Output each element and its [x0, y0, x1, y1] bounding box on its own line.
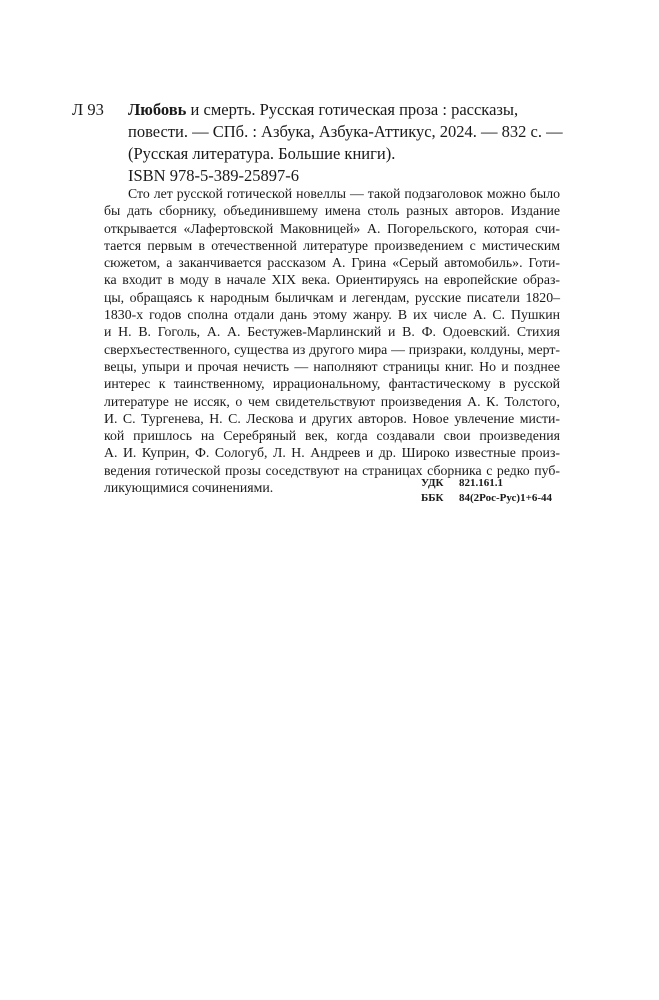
heading-line-2: повести. — СПб. : Азбука, Азбука-Аттикус, 2024. — 832 с. —: [128, 122, 563, 141]
heading-line-1: [128, 99, 558, 121]
udk-row: [421, 476, 552, 491]
abstract-line: И. С. Тургенева, Н. С. Лескова и других авторов. Новое увлечение мисти-: [104, 410, 560, 426]
isbn: ISBN 978-5-389-25897-6: [128, 166, 299, 185]
abstract-line: ка входит в моду в начале XIX века. Ориентируясь на европейские образ-: [104, 272, 560, 288]
abstract-line: Сто лет русской готической новеллы — такой подзаголовок можно было: [128, 186, 560, 201]
classification-codes: [421, 476, 552, 506]
catalog-code: Л 93: [72, 100, 104, 119]
abstract-line: 1830-х годов сполна отдали дань этому жанру. В их числе А. С. Пушкин: [104, 307, 560, 323]
abstract-line: бы дать сборнику, объединившему имена столь разных авторов. Издание: [104, 203, 560, 219]
udk-label: УДК: [421, 477, 444, 489]
abstract-line: и Н. В. Гоголь, А. А. Бестужев-Марлинский и В. Ф. Одоевский. Стихия: [104, 324, 560, 340]
abstract-line: интерес к таинственному, иррациональному, фантастическому в русской: [104, 376, 560, 392]
abstract-line: вецы, упыри и прочая нечисть — наполняют страницы книг. Но и позднее: [104, 358, 560, 374]
abstract: [104, 185, 560, 496]
abstract-line: тается первым в отечественной литературе произведением с мистическим: [104, 237, 560, 253]
bbk-value: 84(2Рос-Рус)1+6-44: [459, 492, 553, 504]
abstract-line: ликующимися сочинениями.: [104, 480, 274, 496]
bibliographic-heading: [128, 99, 563, 165]
abstract-line: ведения готической прозы соседствуют на страницах сборника с редко пуб-: [104, 462, 560, 478]
abstract-line: кой пришлось на Серебряный век, когда создавали свои произведения: [104, 428, 560, 444]
abstract-line: цы, обращаясь к народным быличкам и легендам, русские писатели 1820–: [104, 289, 560, 305]
abstract-line: сюжетом, а заканчивается рассказом А. Грина «Серый автомобиль». Готи-: [104, 255, 560, 271]
abstract-line: сверхъестественного, существа из другого мира — призраки, колдуны, мерт-: [104, 341, 560, 357]
heading-line-3: (Русская литература. Большие книги).: [128, 144, 396, 163]
abstract-line: литературе не иссяк, о чем свидетельствуют произведения А. К. Толстого,: [104, 393, 560, 409]
udk-value: 821.161.1: [459, 477, 503, 489]
abstract-line: открывается «Лафертовской Маковницей» А. Погорельского, которая счи-: [104, 220, 560, 236]
bbk-row: [421, 491, 552, 506]
abstract-line: А. И. Куприн, Ф. Сологуб, Л. Н. Андреев и др. Широко известные произ-: [104, 445, 560, 461]
heading-line-1-rest: и смерть. Русская готическая проза : рассказы,: [186, 100, 519, 119]
book-title: Любовь: [128, 100, 187, 119]
bbk-label: ББК: [421, 492, 444, 504]
